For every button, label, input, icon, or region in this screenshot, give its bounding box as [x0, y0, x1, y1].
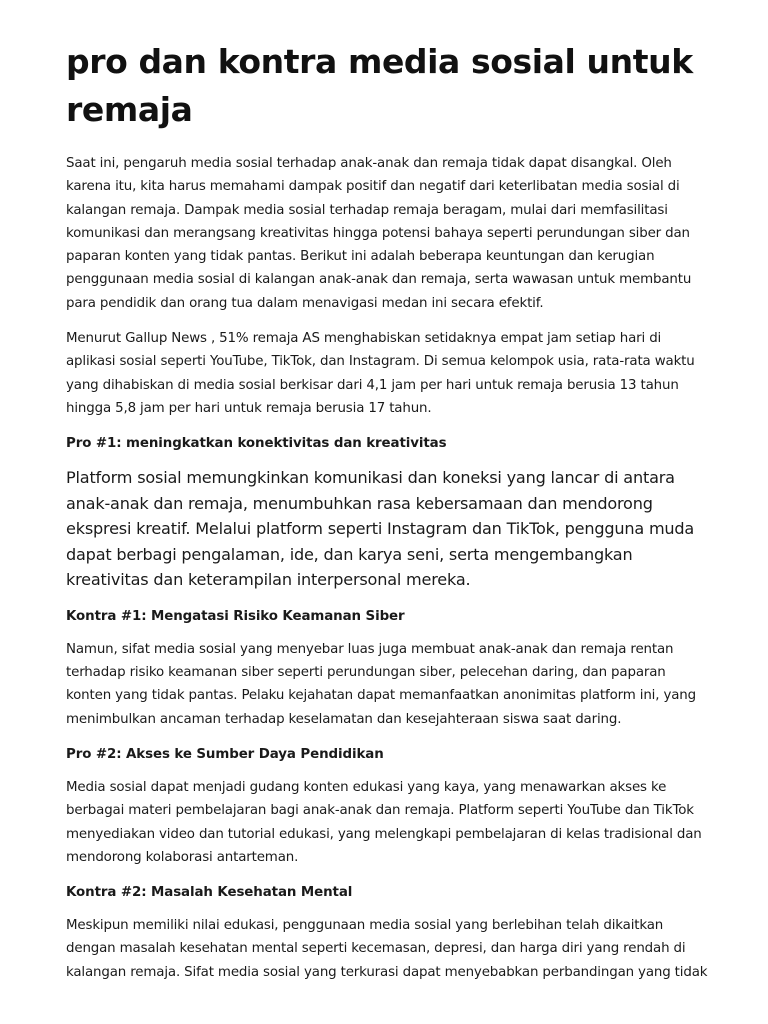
section-body-kontra-1: Namun, sifat media sosial yang menyebar luas juga membuat anak-anak dan remaja rentan terhadap risiko keamanan siber seperti perundungan siber, pelecehan daring, dan paparan konten yang tidak pantas. Pelaku kejahatan dapat memanfaatkan anonimitas platform ini, yang menimbulkan ancaman terhadap keselamatan dan kesejahteraan siswa saat daring.: [66, 641, 696, 727]
stats-paragraph: Menurut Gallup News , 51% remaja AS menghabiskan setidaknya empat jam setiap hari di aplikasi sosial seperti YouTube, TikTok, dan Instagram. Di semua kelompok usia, rata-rata waktu yang dihabiskan di media sosial berkisar dari 4,1 jam per hari untuk remaja berusia 13 tahun hingga 5,8 jam per hari untuk remaja berusia 17 tahun.: [66, 331, 695, 416]
section-heading-kontra-2: Kontra #2: Masalah Kesehatan Mental: [66, 885, 353, 901]
section-heading-kontra-1: Kontra #1: Mengatasi Risiko Keamanan Siber: [66, 608, 405, 624]
page-title: pro dan kontra media sosial untuk remaja: [66, 42, 693, 129]
section-heading-pro-2: Pro #2: Akses ke Sumber Daya Pendidikan: [66, 746, 384, 762]
section-heading-pro-1: Pro #1: meningkatkan konektivitas dan kreativitas: [66, 436, 447, 452]
section-body-pro-1: Platform sosial memungkinkan komunikasi dan koneksi yang lancar di antara anak-anak dan remaja, menumbuhkan rasa kebersamaan dan mendorong ekspresi kreatif. Melalui platform seperti Instagram dan TikTok, pengguna muda dapat berbagi pengalaman, ide, dan karya seni, serta mengembangkan kreativitas dan keterampilan interpersonal mereka.: [66, 468, 695, 590]
section-body-kontra-2: Meskipun memiliki nilai edukasi, penggunaan media sosial yang berlebihan telah dikaitkan dengan masalah kesehatan mental seperti kecemasan, depresi, dan harga diri yang rendah di kalangan remaja. Sifat media sosial yang terkurasi dapat menyebabkan perbandingan yang tidak: [66, 918, 708, 980]
article: [66, 38, 712, 996]
section-body-pro-2: Media sosial dapat menjadi gudang konten edukasi yang kaya, yang menawarkan akses ke berbagai materi pembelajaran bagi anak-anak dan remaja. Platform seperti YouTube dan TikTok menyediakan video dan tutorial edukasi, yang melengkapi pembelajaran di kelas tradisional dan mendorong kolaborasi antarteman.: [66, 779, 702, 865]
intro-paragraph: Saat ini, pengaruh media sosial terhadap anak-anak dan remaja tidak dapat disangkal. Oleh karena itu, kita harus memahami dampak positif dan negatif dari keterlibatan media sosial di kalangan remaja. Dampak media sosial terhadap remaja beragam, mulai dari memfasilitasi komunikasi dan merangsang kreativitas hingga potensi bahaya seperti perundungan siber dan paparan konten yang tidak pantas. Berikut ini adalah beberapa keuntungan dan kerugian penggunaan media sosial di kalangan anak-anak dan remaja, serta wawasan untuk membantu para pendidik dan orang tua dalam menavigasi medan ini secara efektif.: [66, 156, 692, 311]
